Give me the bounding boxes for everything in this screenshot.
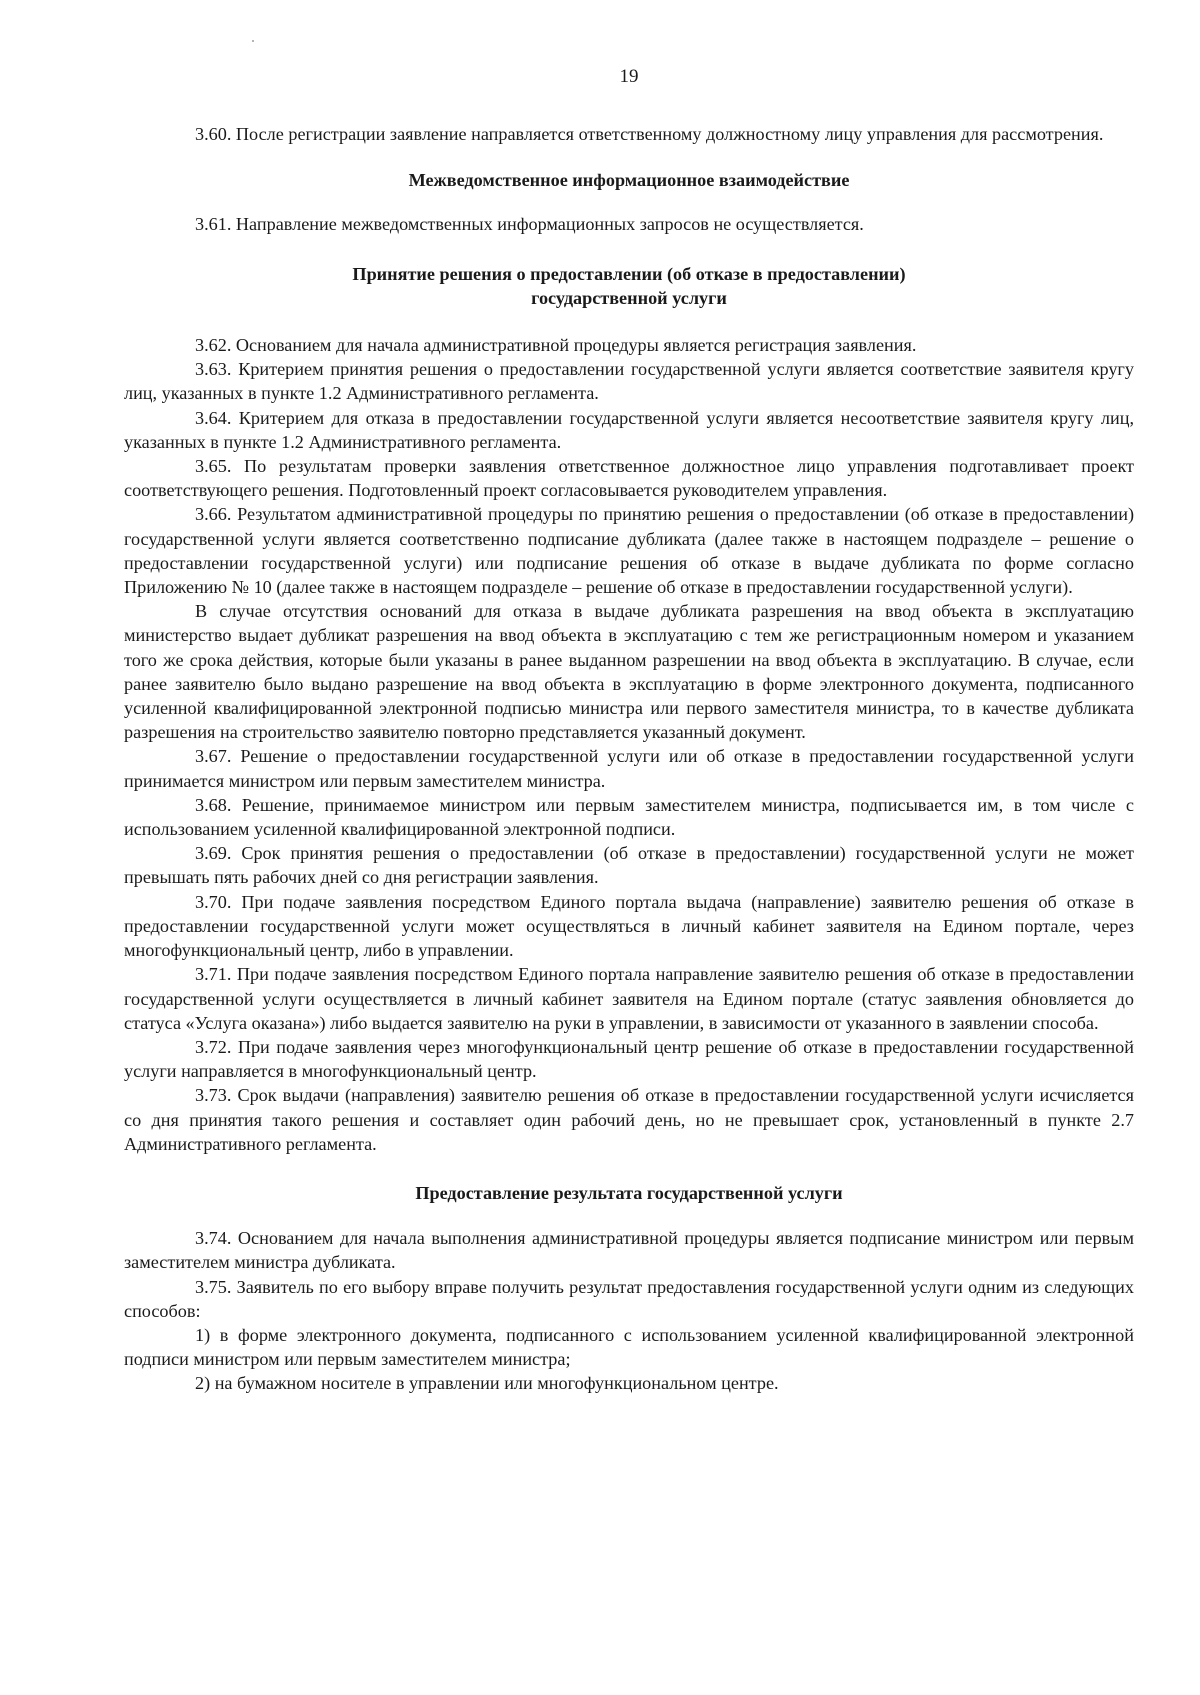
paragraph-3-73: 3.73. Срок выдачи (направления) заявителю решения об отказе в предоставлении государственной услуги исчисляется со дня принятия такого решения и составляет один рабочий день, но не превышает срок, установленный в пункте 2.7 Административного регламента.: [124, 1085, 1134, 1154]
paragraph-3-62: 3.62. Основанием для начала административной процедуры является регистрация заявления.: [195, 335, 917, 356]
section-heading-decision-line2: государственной услуги: [531, 287, 727, 308]
scan-speck: [252, 40, 254, 42]
section-heading-result: Предоставление результата государственной услуги: [415, 1182, 843, 1203]
paragraph-3-75: 3.75. Заявитель по его выбору вправе получить результат предоставления государственной услуги одним из следующих способов:: [124, 1276, 1134, 1321]
paragraph-3-66: 3.66. Результатом административной процедуры по принятию решения о предоставлении (об отказе в предоставлении) государственной услуги является соответственно подписание дубликата (далее также в настоящем подразделе – решение о предоставлении государственной услуги) или подписание решения об отказе в выдаче дубликата по форме согласно Приложению № 10 (далее также в настоящем подразделе – решение об отказе в предоставлении государственной услуги).: [124, 504, 1134, 598]
document-page: [124, 66, 1134, 1396]
paragraph-duplicate-issue: В случае отсутствия оснований для отказа в выдаче дубликата разрешения на ввод объекта в эксплуатацию министерство выдает дубликат разрешения на ввод объекта в эксплуатацию с тем же регистрационным номером и указанием того же срока действия, которые были указаны в ранее выданном разрешении на ввод объекта в эксплуатацию. В случае, если ранее заявителю было выдано разрешение на ввод объекта в эксплуатацию в форме электронного документа, подписанного усиленной квалифицированной электронной подписью министра или первого заместителя министра, то в качестве дубликата разрешения на строительство заявителю повторно представляется указанный документ.: [124, 601, 1134, 743]
paragraph-3-63: 3.63. Критерием принятия решения о предоставлении государственной услуги является соответствие заявителя кругу лиц, указанных в пункте 1.2 Административного регламента.: [124, 359, 1134, 404]
page-number: 19: [619, 66, 639, 87]
section-heading-decision: [124, 262, 1134, 310]
paragraph-3-61: 3.61. Направление межведомственных информационных запросов не осуществляется.: [195, 214, 864, 235]
paragraph-3-70: 3.70. При подаче заявления посредством Единого портала выдача (направление) заявителю решения об отказе в предоставлении государственной услуги может осуществляться в личный кабинет заявителя на Едином портале, через многофункциональный центр, либо в управлении.: [124, 891, 1134, 961]
list-item-paper: 2) на бумажном носителе в управлении или многофункциональном центре.: [195, 1373, 779, 1394]
paragraph-3-60: 3.60. После регистрации заявление направляется ответственному должностному лицу управления для рассмотрения.: [195, 124, 1104, 144]
list-item-electronic: 1) в форме электронного документа, подписанного с использованием усиленной квалифицированной электронной подписи министром или первым заместителем министра;: [124, 1324, 1134, 1370]
paragraph-3-74: 3.74. Основанием для начала выполнения административной процедуры является подписание министром или первым заместителем министра дубликата.: [124, 1228, 1134, 1273]
paragraph-3-71: 3.71. При подаче заявления посредством Единого портала направление заявителю решения об отказе в предоставлении государственной услуги осуществляется в личный кабинет заявителя на Едином портале (статус заявления обновляется до статуса «Услуга оказана») либо выдается заявителю на руки в управлении, в зависимости от указанного в заявлении способа.: [124, 964, 1134, 1033]
paragraph-3-65: 3.65. По результатам проверки заявления ответственное должностное лицо управления подготавливает проект соответствующего решения. Подготовленный проект согласовывается руководителем управления.: [124, 456, 1134, 501]
paragraph-3-69: 3.69. Срок принятия решения о предоставлении (об отказе в предоставлении) государственной услуги не может превышать пять рабочих дней со дня регистрации заявления.: [124, 843, 1134, 888]
paragraph-3-67: 3.67. Решение о предоставлении государственной услуги или об отказе в предоставлении государственной услуги принимается министром или первым заместителем министра.: [124, 746, 1134, 791]
paragraph-3-64: 3.64. Критерием для отказа в предоставлении государственной услуги является несоответствие заявителя кругу лиц, указанных в пункте 1.2 Административного регламента.: [124, 407, 1134, 452]
paragraph-3-72: 3.72. При подаче заявления через многофункциональный центр решение об отказе в предоставлении государственной услуги направляется в многофункциональный центр.: [124, 1036, 1134, 1082]
paragraph-3-68: 3.68. Решение, принимаемое министром или первым заместителем министра, подписывается им, в том числе с использованием усиленной квалифицированной электронной подписи.: [124, 794, 1134, 840]
section-heading-interagency: Межведомственное информационное взаимодействие: [408, 170, 850, 191]
section-heading-decision-line1: Принятие решения о предоставлении (об отказе в предоставлении): [352, 263, 906, 284]
